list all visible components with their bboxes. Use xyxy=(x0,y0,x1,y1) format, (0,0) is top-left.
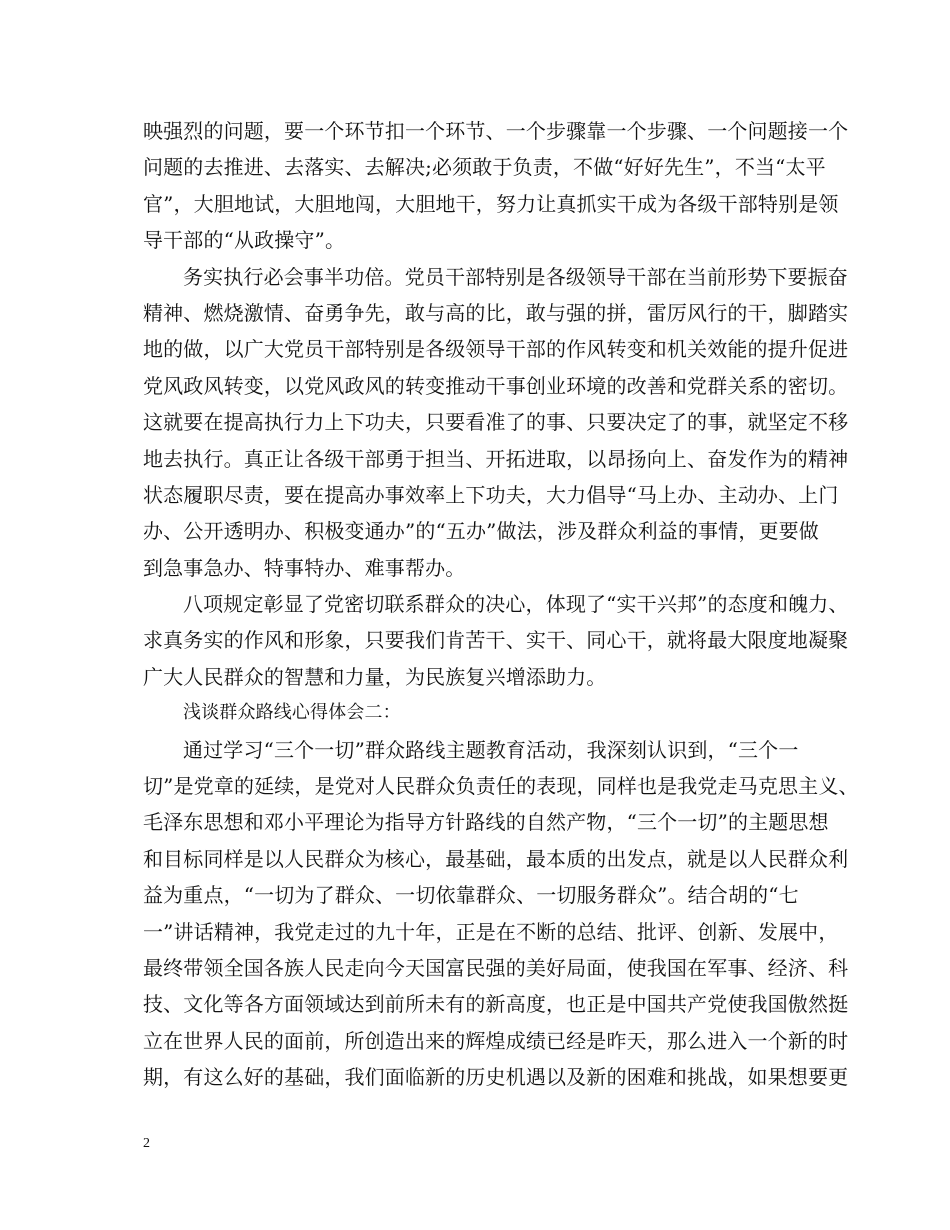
text-line: 求真务实的作风和形象，只要我们肯苦干、实干、同心干，就将最大限度地凝聚 xyxy=(143,628,849,653)
text-line: 地的做，以广大党员干部特别是各级领导干部的作风转变和机关效能的提升促进 xyxy=(143,337,849,362)
paragraph-first-line: 通过学习“三个一切”群众路线主题教育活动，我深刻认识到，“三个一 xyxy=(183,737,799,762)
paragraph-first-line: 务实执行必会事半功倍。党员干部特别是各级领导干部在当前形势下要振奋 xyxy=(183,264,848,289)
text-line: 地去执行。真正让各级干部勇于担当、开拓进取，以昂扬向上、奋发作为的精神 xyxy=(143,446,849,471)
text-line: 问题的去推进、去落实、去解决;必须敢于负责，不做“好好先生”，不当“太平 xyxy=(143,155,826,180)
text-line: 切”是党章的延续，是党对人民群众负责任的表现，同样也是我党走马克思主义、 xyxy=(143,774,859,799)
text-line: 期，有这么好的基础，我们面临新的历史机遇以及新的困难和挑战，如果想要更 xyxy=(143,1065,849,1090)
text-line: 导干部的“从政操守”。 xyxy=(143,228,346,253)
text-line: 技、文化等各方面领域达到前所未有的新高度，也正是中国共产党使我国傲然挺 xyxy=(143,992,849,1017)
text-line: 立在世界人民的面前，所创造出来的辉煌成绩已经是昨天，那么进入一个新的时 xyxy=(143,1028,849,1053)
text-line: 益为重点，“一切为了群众、一切依靠群众、一切服务群众”。结合胡的“七 xyxy=(143,883,799,908)
text-line: 办、公开透明办、积极变通办”的“五办”做法，涉及群众利益的事情，更要做 xyxy=(143,519,819,544)
text-line: 党风政风转变，以党风政风的转变推动干事创业环境的改善和党群关系的密切。 xyxy=(143,373,849,398)
text-line: 广大人民群众的智慧和力量，为民族复兴增添助力。 xyxy=(143,664,607,689)
text-line: 到急事急办、特事特办、难事帮办。 xyxy=(143,555,466,580)
paragraph-first-line: 八项规定彰显了党密切联系群众的决心，体现了“实干兴邦”的态度和魄力、 xyxy=(183,592,849,617)
text-line: 映强烈的问题，要一个环节扣一个环节、一个步骤靠一个步骤、一个问题接一个 xyxy=(143,119,849,143)
text-line: 最终带领全国各族人民走向今天国富民强的美好局面，使我国在军事、经济、科 xyxy=(143,955,849,980)
document-body xyxy=(143,113,859,1096)
text-line: 一”讲话精神，我党走过的九十年，正是在不断的总结、批评、创新、发展中， xyxy=(143,919,839,944)
page-number: 2 xyxy=(143,1136,150,1151)
text-line: 状态履职尽责，要在提高办事效率上下功夫，大力倡导“马上办、主动办、上门 xyxy=(143,482,839,507)
text-line: 和目标同样是以人民群众为核心，最基础，最本质的出发点，就是以人民群众利 xyxy=(143,846,849,871)
section-subheading: 浅谈群众路线心得体会二： xyxy=(183,702,401,724)
text-line: 精神、燃烧激情、奋勇争先，敢与高的比，敢与强的拼，雷厉风行的干，脚踏实 xyxy=(143,300,849,325)
text-line: 官”，大胆地试，大胆地闯，大胆地干，努力让真抓实干成为各级干部特别是领 xyxy=(143,191,839,216)
text-line: 毛泽东思想和邓小平理论为指导方针路线的自然产物，“三个一切”的主题思想 xyxy=(143,810,829,835)
text-line: 这就要在提高执行力上下功夫，只要看准了的事、只要决定了的事，就坚定不移 xyxy=(143,410,849,435)
